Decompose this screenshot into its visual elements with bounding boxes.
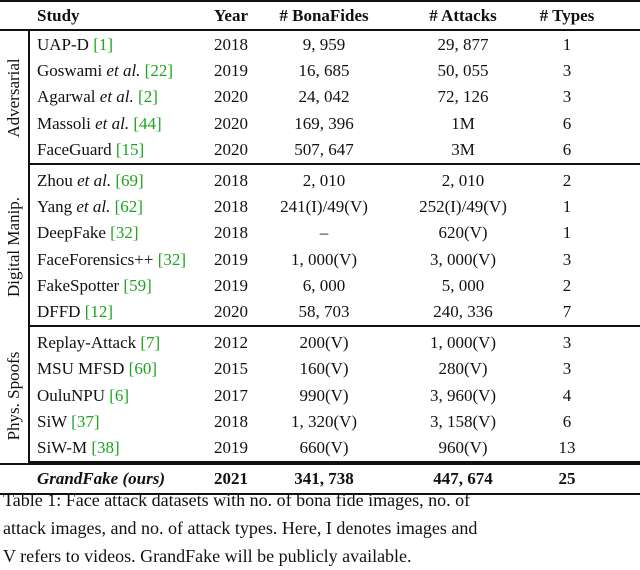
types-cell: 13 (558, 438, 576, 457)
year-cell: 2019 (214, 275, 248, 295)
citation-link: [22] (144, 61, 173, 81)
study-cell (37, 247, 186, 273)
bonafides-cell: 241(I)/49(V) (280, 197, 368, 217)
study-name: DeepFake (37, 223, 106, 243)
bonafides-cell: 200(V) (299, 333, 349, 353)
study-name: FaceForensics++ (37, 249, 154, 269)
year-cell: 2020 (214, 87, 248, 107)
header-rule (0, 29, 640, 31)
citation-link: [37] (71, 411, 100, 431)
attacks-cell: 3, 000(V) (429, 249, 497, 269)
final-rule-top (0, 463, 640, 465)
study-cell (37, 435, 120, 461)
types-cell: 3 (562, 333, 572, 353)
study-name: OuluNPU (37, 385, 106, 405)
group-separator (28, 325, 640, 327)
types-cell: 6 (562, 411, 572, 431)
study-etal: et al. (106, 61, 141, 81)
citation-link: [15] (115, 139, 145, 159)
caption-line-3: V refers to videos. GrandFake will be publicly available. (3, 546, 412, 566)
bonafides-cell: 169, 396 (294, 113, 354, 133)
bonafides-cell: 1, 320(V) (290, 411, 358, 431)
study-etal: et al. (77, 171, 112, 190)
types-cell: 2 (562, 275, 572, 295)
header-study: Study (37, 6, 80, 25)
bonafides-cell: 341, 738 (294, 469, 354, 489)
types-cell: 1 (562, 223, 572, 243)
header-attacks: # Attacks (429, 6, 497, 25)
attacks-cell: 3, 158(V) (429, 411, 497, 431)
group-divider (28, 165, 30, 325)
bonafides-cell: 990(V) (299, 385, 349, 405)
year-cell: 2019 (214, 249, 248, 269)
year-cell: 2019 (214, 438, 248, 457)
study-cell (37, 137, 144, 163)
year-cell: 2021 (214, 469, 248, 489)
bonafides-cell: 9, 959 (302, 35, 346, 54)
bonafides-cell: 660(V) (299, 438, 349, 457)
study-name: Replay-Attack (37, 333, 137, 353)
year-cell: 2018 (214, 35, 248, 54)
study-cell (37, 32, 113, 58)
study-cell (37, 168, 144, 194)
year-cell: 2018 (214, 411, 248, 431)
types-cell: 3 (562, 249, 572, 269)
header-types: # Types (539, 6, 595, 25)
attacks-cell: 1M (451, 113, 475, 133)
year-cell: 2017 (214, 385, 248, 405)
study-name: FakeSpotter (37, 275, 120, 295)
caption-line-1: Table 1: Face attack datasets with no. of bona fide images, no. of (3, 490, 471, 510)
attacks-cell: 72, 126 (437, 87, 489, 107)
citation-link: [32] (110, 223, 139, 243)
attacks-cell: 252(I)/49(V) (419, 197, 507, 217)
year-cell: 2018 (214, 223, 248, 243)
citation-link: [1] (93, 35, 114, 54)
study-name: Yang (37, 197, 73, 217)
study-name: Goswami (37, 61, 103, 81)
year-cell: 2018 (214, 171, 248, 190)
study-etal: et al. (95, 113, 130, 133)
types-cell: 3 (562, 61, 572, 81)
types-cell: 6 (562, 139, 572, 159)
bonafides-cell: 2, 010 (302, 171, 346, 190)
attacks-cell: 240, 336 (433, 302, 493, 321)
types-cell: 2 (562, 171, 572, 190)
attacks-cell: 5, 000 (441, 275, 485, 295)
study-name: MSU MFSD (37, 359, 125, 379)
year-cell: 2020 (214, 113, 248, 133)
types-cell: 1 (562, 35, 572, 54)
study-cell (37, 383, 129, 409)
citation-link: [44] (133, 113, 162, 133)
citation-link: [2] (138, 87, 158, 107)
attacks-cell: 960(V) (438, 438, 488, 457)
header-year: Year (214, 6, 248, 25)
bonafides-cell: 160(V) (299, 359, 349, 379)
attacks-cell: 1, 000(V) (429, 333, 497, 353)
study-cell (37, 299, 113, 325)
types-cell: 3 (562, 359, 572, 379)
study-cell: GrandFake (ours) (37, 469, 165, 489)
bonafides-cell: 6, 000 (302, 275, 346, 295)
study-etal: et al. (76, 197, 111, 217)
attacks-cell: 50, 055 (437, 61, 489, 81)
header-bonafides: # BonaFides (279, 6, 369, 25)
group-label: Digital Manip. (4, 196, 23, 297)
study-name: SiW (37, 411, 67, 431)
types-cell: 6 (562, 113, 572, 133)
study-name: SiW-M (37, 438, 88, 457)
study-name: Massoli (37, 113, 91, 133)
study-cell (37, 220, 139, 246)
attacks-cell: 280(V) (438, 359, 488, 379)
study-etal: et al. (99, 87, 134, 107)
types-cell: 7 (562, 302, 572, 321)
study-name: UAP-D (37, 35, 89, 54)
attacks-cell: 447, 674 (433, 469, 493, 489)
year-cell: 2012 (214, 333, 248, 353)
study-cell (37, 84, 158, 110)
citation-link: [32] (157, 249, 187, 269)
citation-link: [60] (128, 359, 157, 379)
table-caption (3, 486, 637, 570)
citation-link: [62] (114, 197, 143, 217)
bonafides-cell: 24, 042 (298, 87, 350, 107)
attacks-cell: 620(V) (438, 223, 488, 243)
bonafides-cell: 16, 685 (298, 61, 350, 81)
study-cell (37, 356, 157, 382)
bonafides-cell: – (319, 223, 329, 243)
study-name: FaceGuard (37, 139, 112, 159)
year-cell: 2019 (214, 61, 248, 81)
group-label: Phys. Spoofs (4, 351, 23, 441)
study-name: Agarwal (37, 87, 96, 107)
citation-link: [12] (84, 302, 114, 321)
bonafides-cell: 1, 000(V) (290, 249, 358, 269)
year-cell: 2018 (214, 197, 248, 217)
citation-link: [69] (115, 171, 144, 190)
citation-link: [38] (91, 438, 120, 457)
bonafides-cell: 58, 703 (298, 302, 350, 321)
group-label: Adversarial (4, 57, 23, 138)
group-divider (28, 29, 30, 163)
citation-link: [6] (109, 385, 130, 405)
study-cell (37, 330, 160, 356)
top-rule (0, 0, 640, 2)
types-cell: 4 (562, 385, 572, 405)
year-cell: 2015 (214, 359, 248, 379)
study-cell (37, 409, 100, 435)
attacks-cell: 29, 877 (437, 35, 489, 54)
year-cell: 2020 (214, 302, 248, 321)
study-cell (37, 58, 173, 84)
citation-link: [7] (140, 333, 161, 353)
group-separator (28, 163, 640, 165)
study-name: DFFD (37, 302, 81, 321)
types-cell: 25 (558, 469, 576, 489)
study-name: Zhou (37, 171, 73, 190)
group-divider (28, 327, 30, 461)
study-cell (37, 194, 143, 220)
citation-link: [59] (123, 275, 152, 295)
study-cell (37, 111, 162, 137)
types-cell: 1 (562, 197, 572, 217)
attacks-cell: 3, 960(V) (429, 385, 497, 405)
types-cell: 3 (562, 87, 572, 107)
study-cell (37, 273, 152, 299)
attacks-cell: 2, 010 (441, 171, 485, 190)
attacks-cell: 3M (451, 139, 475, 159)
bonafides-cell: 507, 647 (294, 139, 354, 159)
year-cell: 2020 (214, 139, 248, 159)
caption-line-2: attack images, and no. of attack types. Here, I denotes images and (3, 518, 478, 538)
